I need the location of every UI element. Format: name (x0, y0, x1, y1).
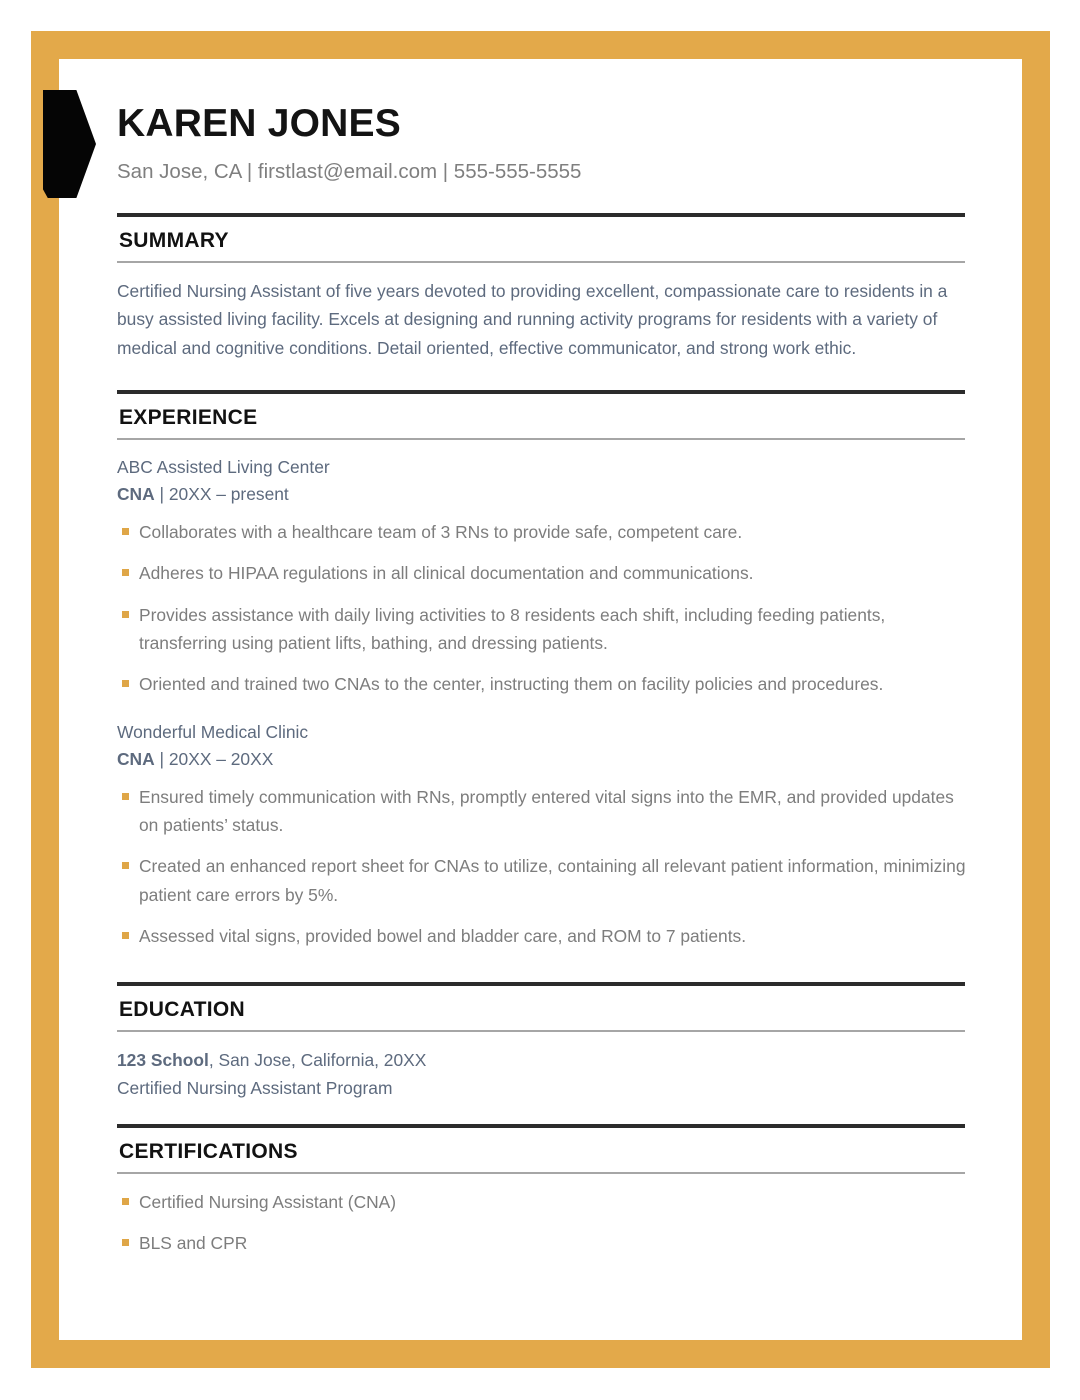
job-company: ABC Assisted Living Center (117, 457, 330, 478)
job-meta (117, 746, 967, 773)
list-item (117, 559, 967, 587)
spacer (117, 374, 967, 390)
section-heading-certifications: CERTIFICATIONS (119, 1139, 298, 1163)
section-certifications (117, 1124, 967, 1258)
list-item (117, 922, 967, 950)
section-education (117, 982, 967, 1102)
list-item-text: Assessed vital signs, provided bowel and bladder care, and ROM to 7 patients. (139, 926, 747, 947)
section-experience (117, 390, 967, 965)
experience-entry (117, 714, 967, 966)
list-item-text: Created an enhanced report sheet for CNAs to utilize, containing all relevant patient information, minimizing patient care errors by 5%. (139, 856, 966, 905)
job-dates: 20XX – present (168, 484, 289, 505)
list-item-text: Adheres to HIPAA regulations in all clinical documentation and communications. (139, 563, 754, 584)
spacer (117, 1102, 967, 1124)
square-bullet-icon (122, 569, 129, 576)
square-bullet-icon (122, 1239, 129, 1246)
job-title: CNA (117, 484, 155, 505)
job-bullet-list (117, 518, 967, 699)
list-item (117, 1188, 967, 1216)
experience-body (117, 440, 967, 965)
job-company: Wonderful Medical Clinic (117, 721, 309, 742)
section-heading-education: EDUCATION (119, 997, 245, 1021)
square-bullet-icon (122, 932, 129, 939)
job-separator: | (154, 748, 169, 769)
spacer (117, 966, 967, 982)
square-bullet-icon (122, 611, 129, 618)
square-bullet-icon (122, 862, 129, 869)
list-item-text: Collaborates with a healthcare team of 3 RNs to provide safe, competent care. (139, 522, 743, 543)
resume-header (117, 88, 967, 213)
job-meta (117, 481, 967, 508)
education-school-line (117, 1046, 967, 1074)
education-school: 123 School (117, 1049, 209, 1070)
section-summary (117, 213, 967, 374)
page-title: KAREN JONES (117, 102, 401, 145)
list-item-text: Certified Nursing Assistant (CNA) (139, 1191, 397, 1212)
job-dates: 20XX – 20XX (168, 748, 274, 769)
list-item-text: Ensured timely communication with RNs, promptly entered vital signs into the EMR, and provided updates on patients’ status. (139, 786, 954, 836)
list-item (117, 601, 967, 658)
square-bullet-icon (122, 528, 129, 535)
certifications-body (117, 1174, 967, 1258)
square-bullet-icon (122, 1198, 129, 1205)
summary-text: Certified Nursing Assistant of five years devoted to providing excellent, compassionate care to residents in a busy assisted living facility. Excels at designing and running activity programs for residents with a variety of medical and cognitive conditions. Detail oriented, effective communicator, and strong work ethic. (117, 281, 948, 358)
list-item (117, 1229, 967, 1257)
list-item-text: Oriented and trained two CNAs to the center, instructing them on facility policies and procedures. (139, 674, 884, 695)
list-item (117, 670, 967, 698)
list-item (117, 783, 967, 840)
square-bullet-icon (122, 793, 129, 800)
job-separator: | (154, 484, 169, 505)
experience-entry (117, 454, 967, 714)
education-program: Certified Nursing Assistant Program (117, 1077, 393, 1098)
job-title: CNA (117, 748, 155, 769)
education-body (117, 1032, 967, 1102)
square-bullet-icon (122, 680, 129, 687)
section-heading-experience: EXPERIENCE (119, 406, 258, 430)
list-item-text: BLS and CPR (139, 1233, 248, 1254)
education-school-details: , San Jose, California, 20XX (208, 1049, 427, 1070)
job-bullet-list (117, 783, 967, 951)
list-item (117, 518, 967, 546)
list-item (117, 852, 967, 909)
resume-content (117, 88, 967, 1271)
contact-line: San Jose, CA | firstlast@email.com | 555-555-5555 (117, 160, 582, 183)
list-item-text: Provides assistance with daily living activities to 8 residents each shift, including feeding patients, transferring using patient lifts, bathing, and dressing patients. (139, 604, 886, 654)
section-heading-summary: SUMMARY (119, 229, 229, 252)
certifications-list (117, 1188, 967, 1258)
summary-body (117, 263, 967, 374)
